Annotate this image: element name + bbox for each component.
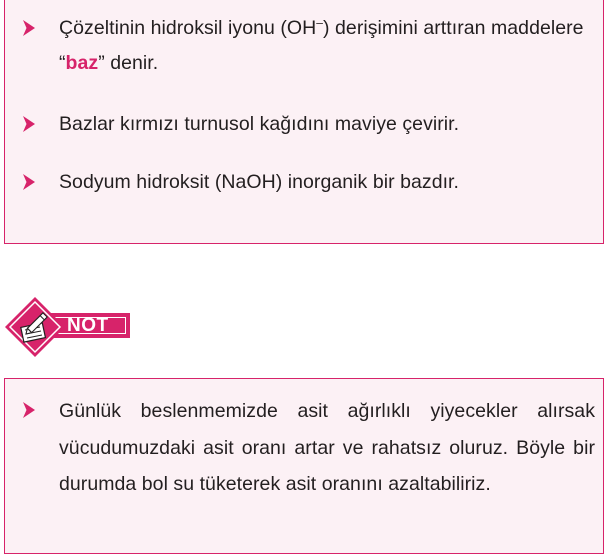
pencil-note-icon xyxy=(4,296,66,358)
note-text: Günlük beslenmemizde asit ağırlıklı yiyecekler alırsak vücudumuzdaki asit oranı artar ve rahatsız oluruz. Böyle bir durumda bol su tüketerek asit oranını azaltabiliriz. xyxy=(59,400,595,495)
arrow-bullet-icon xyxy=(23,116,35,132)
arrow-bullet-icon xyxy=(23,174,35,190)
definition-box xyxy=(4,0,604,244)
list-item-text: Bazlar kırmızı turnusol kağıdını maviye çevirir. xyxy=(59,113,460,135)
list-item xyxy=(23,165,595,200)
list-item-text: Çözeltinin hidroksil iyonu (OH–) derişimini arttıran maddelere “baz” denir. xyxy=(59,15,584,74)
note-box xyxy=(4,378,604,554)
note-badge xyxy=(4,296,128,358)
arrow-bullet-icon xyxy=(23,20,35,36)
list-item xyxy=(23,107,595,142)
list-item xyxy=(23,393,595,503)
list-item-text: Sodyum hidroksit (NaOH) inorganik bir bazdır. xyxy=(59,171,459,193)
highlight-term: baz xyxy=(65,52,99,74)
arrow-bullet-icon xyxy=(23,402,35,418)
note-label: NOT xyxy=(67,315,109,336)
list-item xyxy=(23,11,595,81)
